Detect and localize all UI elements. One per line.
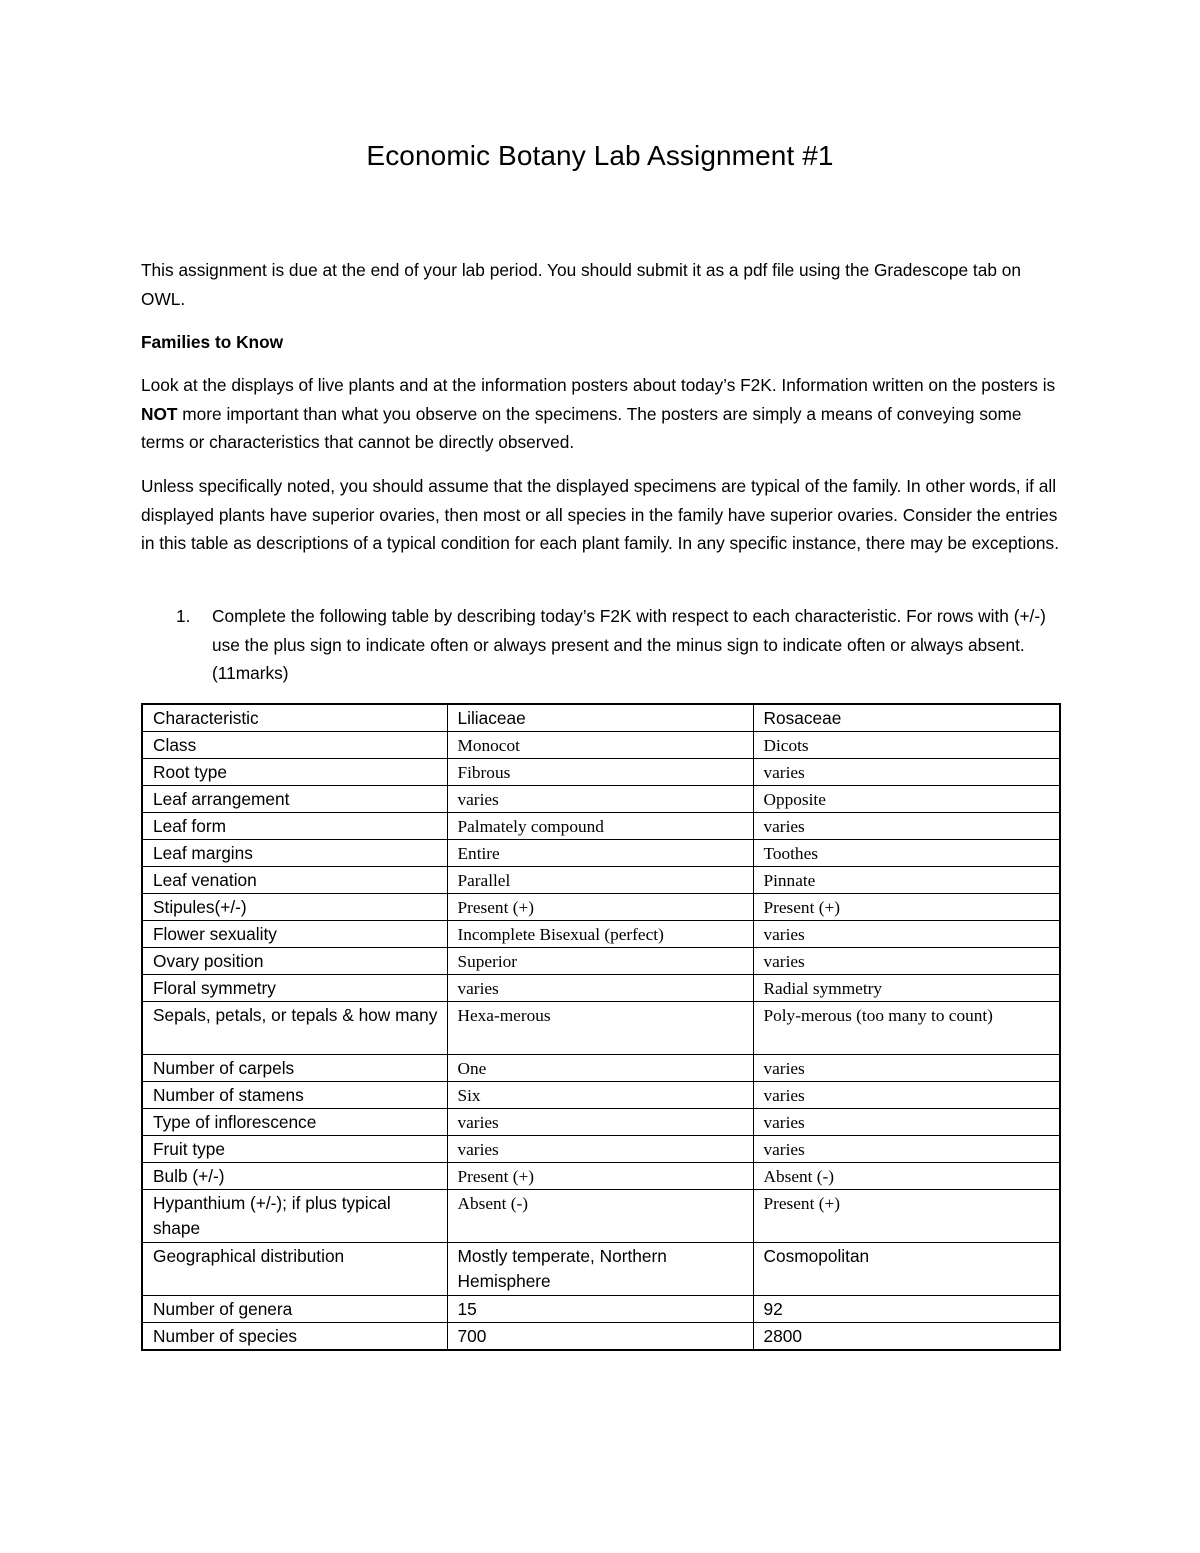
row-label: Leaf margins [142, 840, 447, 867]
table-row [142, 813, 1060, 840]
rosaceae-cell: varies [753, 813, 1060, 840]
table-header-row [142, 704, 1060, 732]
row-label: Leaf venation [142, 867, 447, 894]
rosaceae-cell: Present (+) [753, 1190, 1060, 1243]
rosaceae-cell: varies [753, 1055, 1060, 1082]
table-row [142, 1296, 1060, 1323]
table-row [142, 1163, 1060, 1190]
liliaceae-cell: 15 [447, 1296, 753, 1323]
rosaceae-cell: Poly-merous (too many to count) [753, 1002, 1060, 1055]
row-label: Floral symmetry [142, 975, 447, 1002]
row-label: Stipules(+/-) [142, 894, 447, 921]
rosaceae-cell: varies [753, 921, 1060, 948]
paragraph-1-text-before: Look at the displays of live plants and at the information posters about today’s F2K. Information written on the posters is [141, 375, 1056, 395]
liliaceae-cell: Entire [447, 840, 753, 867]
rosaceae-cell: Radial symmetry [753, 975, 1060, 1002]
liliaceae-cell: 700 [447, 1323, 753, 1351]
table-row [142, 921, 1060, 948]
liliaceae-cell: Fibrous [447, 759, 753, 786]
row-label: Leaf arrangement [142, 786, 447, 813]
table-row [142, 1002, 1060, 1055]
rosaceae-cell: varies [753, 948, 1060, 975]
rosaceae-cell: Absent (-) [753, 1163, 1060, 1190]
row-label: Root type [142, 759, 447, 786]
table-row [142, 1055, 1060, 1082]
table-row [142, 759, 1060, 786]
row-label: Hypanthium (+/-); if plus typical shape [142, 1190, 447, 1243]
characteristics-table [141, 703, 1061, 1351]
rosaceae-cell: varies [753, 1136, 1060, 1163]
liliaceae-cell: Monocot [447, 732, 753, 759]
row-label: Sepals, petals, or tepals & how many [142, 1002, 447, 1055]
header-cell-liliaceae: Liliaceae [447, 704, 753, 732]
rosaceae-cell: Toothes [753, 840, 1060, 867]
table-row [142, 1323, 1060, 1351]
liliaceae-cell: Incomplete Bisexual (perfect) [447, 921, 753, 948]
row-label: Flower sexuality [142, 921, 447, 948]
row-label: Bulb (+/-) [142, 1163, 447, 1190]
liliaceae-cell: Palmately compound [447, 813, 753, 840]
row-label: Geographical distribution [142, 1243, 447, 1296]
liliaceae-cell: Six [447, 1082, 753, 1109]
row-label: Number of species [142, 1323, 447, 1351]
liliaceae-cell: Mostly temperate, Northern Hemisphere [447, 1243, 753, 1296]
liliaceae-cell: Absent (-) [447, 1190, 753, 1243]
liliaceae-cell: varies [447, 786, 753, 813]
section-heading: Families to Know [141, 332, 284, 352]
rosaceae-cell: Present (+) [753, 894, 1060, 921]
row-label: Number of genera [142, 1296, 447, 1323]
table-row [142, 1136, 1060, 1163]
rosaceae-cell: 92 [753, 1296, 1060, 1323]
table-row [142, 948, 1060, 975]
table-row [142, 867, 1060, 894]
table-row [142, 786, 1060, 813]
intro-paragraph: This assignment is due at the end of your lab period. You should submit it as a pdf file using the Gradescope tab on OWL. [141, 260, 1021, 309]
liliaceae-cell: Superior [447, 948, 753, 975]
question-number: 1. [176, 606, 191, 626]
rosaceae-cell: Opposite [753, 786, 1060, 813]
rosaceae-cell: Cosmopolitan [753, 1243, 1060, 1296]
rosaceae-cell: varies [753, 759, 1060, 786]
rosaceae-cell: varies [753, 1109, 1060, 1136]
table-row [142, 1109, 1060, 1136]
question-text: Complete the following table by describing today’s F2K with respect to each characteristic. For rows with (+/-) use the plus sign to indicate often or always present and the minus sign to indicate often or always absent. (11marks) [212, 606, 1046, 683]
table-row [142, 1243, 1060, 1296]
row-label: Number of stamens [142, 1082, 447, 1109]
liliaceae-cell: Parallel [447, 867, 753, 894]
row-label: Ovary position [142, 948, 447, 975]
table-row [142, 840, 1060, 867]
liliaceae-cell: varies [447, 1136, 753, 1163]
table-row [142, 732, 1060, 759]
row-label: Number of carpels [142, 1055, 447, 1082]
liliaceae-cell: Present (+) [447, 894, 753, 921]
paragraph-1-text-after: more important than what you observe on the specimens. The posters are simply a means of conveying some terms or characteristics that cannot be directly observed. [141, 403, 1022, 452]
row-label: Type of inflorescence [142, 1109, 447, 1136]
rosaceae-cell: varies [753, 1082, 1060, 1109]
document-title: Economic Botany Lab Assignment #1 [366, 140, 834, 171]
rosaceae-cell: Dicots [753, 732, 1060, 759]
instructions-paragraph-2: Unless specifically noted, you should assume that the displayed specimens are typical of the family. In other words, if all displayed plants have superior ovaries, then most or all species in the family have superior ovaries. Consider the entries in this table as descriptions of a typical condition for each plant family. In any specific instance, there may be exceptions. [141, 476, 1059, 553]
rosaceae-cell: 2800 [753, 1323, 1060, 1351]
header-cell-characteristic: Characteristic [142, 704, 447, 732]
table-row [142, 1082, 1060, 1109]
rosaceae-cell: Pinnate [753, 867, 1060, 894]
liliaceae-cell: varies [447, 975, 753, 1002]
liliaceae-cell: Hexa-merous [447, 1002, 753, 1055]
paragraph-1-emphasis: NOT [141, 403, 178, 424]
liliaceae-cell: One [447, 1055, 753, 1082]
row-label: Fruit type [142, 1136, 447, 1163]
table-row [142, 975, 1060, 1002]
table-row [142, 894, 1060, 921]
header-cell-rosaceae: Rosaceae [753, 704, 1060, 732]
row-label: Class [142, 732, 447, 759]
table-row [142, 1190, 1060, 1243]
row-label: Leaf form [142, 813, 447, 840]
liliaceae-cell: Present (+) [447, 1163, 753, 1190]
instructions-paragraph-1 [141, 371, 1061, 457]
liliaceae-cell: varies [447, 1109, 753, 1136]
